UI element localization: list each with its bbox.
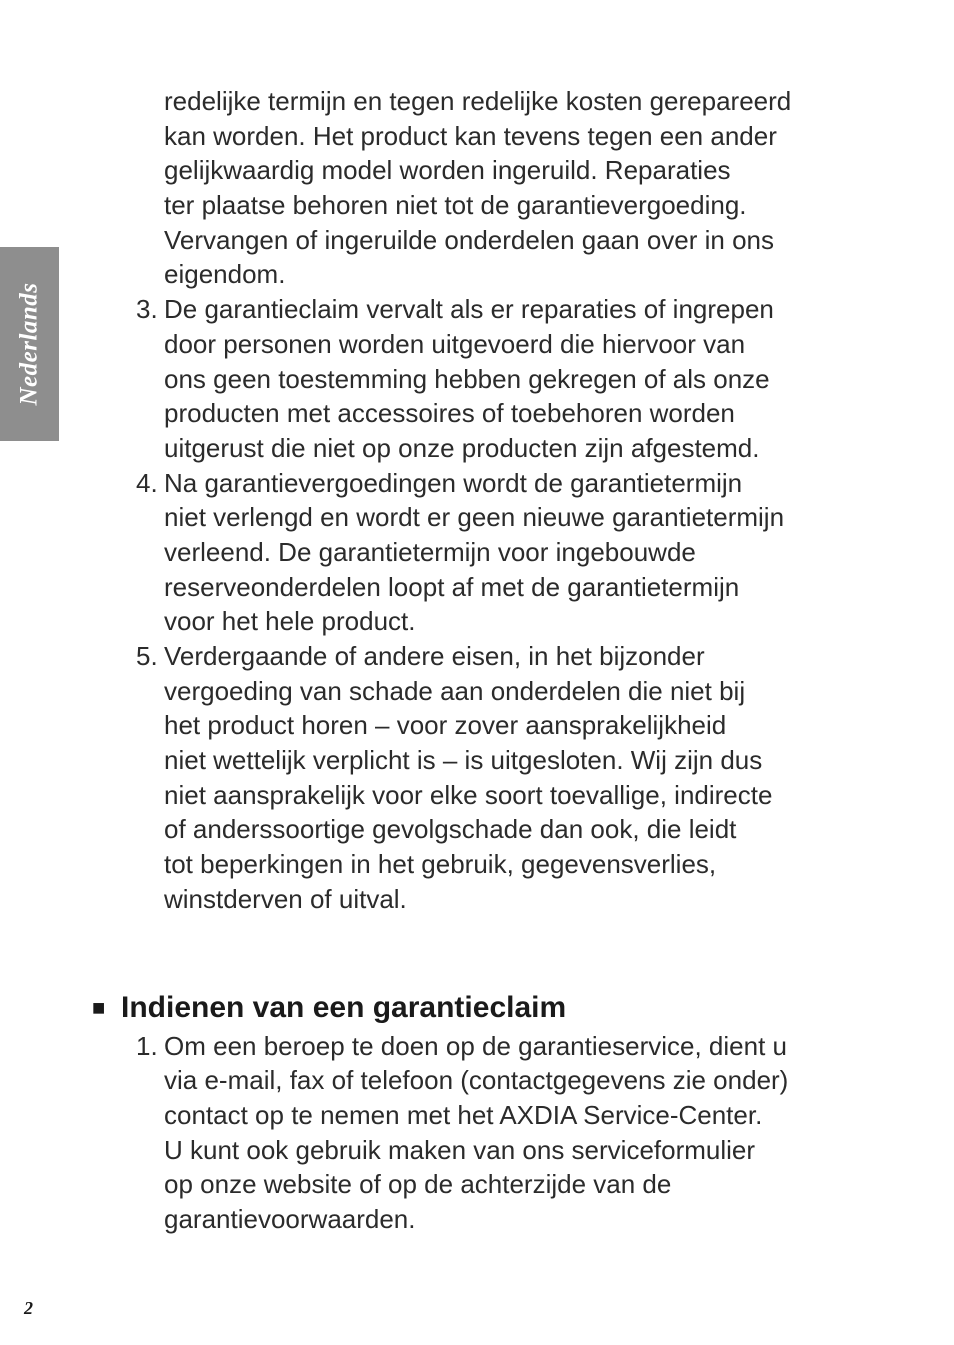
square-bullet-icon: ■	[92, 994, 106, 1020]
line-text: ter plaatse behoren niet tot de garantievergoeding.	[164, 190, 747, 221]
text-line	[0, 743, 954, 778]
list-item-5	[0, 639, 954, 917]
line-text: kan worden. Het product kan tevens tegen een ander	[164, 120, 777, 151]
line-text: Na garantievergoedingen wordt de garantietermijn	[164, 467, 743, 498]
text-line	[0, 778, 954, 813]
text-line	[0, 1063, 954, 1098]
line-text: Vervangen of ingeruilde onderdelen gaan over in ons	[164, 224, 775, 255]
claim-list-item-1	[0, 1029, 954, 1237]
line-text: of anderssoortige gevolgschade dan ook, die leidt	[164, 814, 737, 845]
text-line	[0, 708, 954, 743]
section-heading	[0, 987, 954, 1029]
line-text: eigendom.	[164, 259, 286, 290]
line-text: U kunt ook gebruik maken van ons serviceformulier	[164, 1134, 756, 1165]
line-text: Om een beroep te doen op de garantieservice, dient u	[164, 1030, 787, 1061]
text-line	[0, 362, 954, 397]
text-line	[0, 466, 954, 501]
line-text: winstderven of uitval.	[164, 883, 407, 914]
line-text: het product horen – voor zover aansprakelijkheid	[164, 710, 727, 741]
line-text: gelijkwaardig model worden ingeruild. Reparaties	[164, 155, 731, 186]
line-text: niet wettelijk verplicht is – is uitgesloten. Wij zijn dus	[164, 745, 763, 776]
language-tab-label: Nederlands	[15, 282, 43, 406]
text-line	[0, 257, 954, 292]
text-line	[0, 882, 954, 917]
text-line	[0, 396, 954, 431]
list-item-4	[0, 466, 954, 639]
line-text: door personen worden uitgevoerd die hiervoor van	[164, 328, 746, 359]
section-spacer	[0, 917, 954, 987]
item-number: 1.	[136, 1030, 158, 1061]
text-line	[0, 570, 954, 605]
line-text: garantievoorwaarden.	[164, 1203, 416, 1234]
text-line	[0, 847, 954, 882]
line-text: redelijke termijn en tegen redelijke kosten gerepareerd	[164, 86, 792, 116]
text-line	[0, 639, 954, 674]
line-text: producten met accessoires of toebehoren worden	[164, 398, 735, 429]
line-text: niet verlengd en wordt er geen nieuwe garantietermijn	[164, 502, 785, 533]
text-line	[0, 535, 954, 570]
item-2-continuation	[0, 84, 954, 292]
text-line	[0, 153, 954, 188]
text-line	[0, 119, 954, 154]
item-number: 5.	[136, 641, 158, 671]
text-line	[0, 1098, 954, 1133]
line-text: verleend. De garantietermijn voor ingebouwde	[164, 536, 696, 567]
text-line	[0, 812, 954, 847]
page-number: 2	[24, 1298, 33, 1318]
page-content	[0, 84, 954, 1237]
text-line	[0, 223, 954, 258]
text-line	[0, 292, 954, 327]
text-line	[0, 674, 954, 709]
item-number: 3.	[136, 294, 158, 325]
text-line	[0, 188, 954, 223]
heading-text: Indienen van een garantieclaim	[121, 990, 567, 1024]
line-text: niet aansprakelijk voor elke soort toevallige, indirecte	[164, 779, 773, 810]
item-number: 4.	[136, 467, 158, 498]
text-line	[0, 1133, 954, 1168]
line-text: De garantieclaim vervalt als er reparaties of ingrepen	[164, 294, 774, 325]
line-text: reserveonderdelen loopt af met de garantietermijn	[164, 571, 740, 602]
text-line	[0, 604, 954, 639]
text-line	[0, 1167, 954, 1202]
line-text: via e-mail, fax of telefoon (contactgegevens zie onder)	[164, 1065, 789, 1096]
text-line	[0, 500, 954, 535]
list-item-3	[0, 292, 954, 465]
line-text: uitgerust die niet op onze producten zijn afgestemd.	[164, 432, 760, 463]
line-text: vergoeding van schade aan onderdelen die niet bij	[164, 675, 746, 706]
line-text: voor het hele product.	[164, 606, 416, 637]
text-line	[0, 327, 954, 362]
text-line	[0, 431, 954, 466]
line-text: op onze website of op de achterzijde van de	[164, 1169, 672, 1200]
text-line	[0, 1029, 954, 1064]
line-text: ons geen toestemming hebben gekregen of als onze	[164, 363, 770, 394]
line-text: tot beperkingen in het gebruik, gegevensverlies,	[164, 849, 717, 880]
text-line	[0, 84, 954, 119]
line-text: Verdergaande of andere eisen, in het bijzonder	[164, 641, 705, 671]
line-text: contact op te nemen met het AXDIA Service-Center.	[164, 1099, 763, 1130]
text-line	[0, 1202, 954, 1237]
